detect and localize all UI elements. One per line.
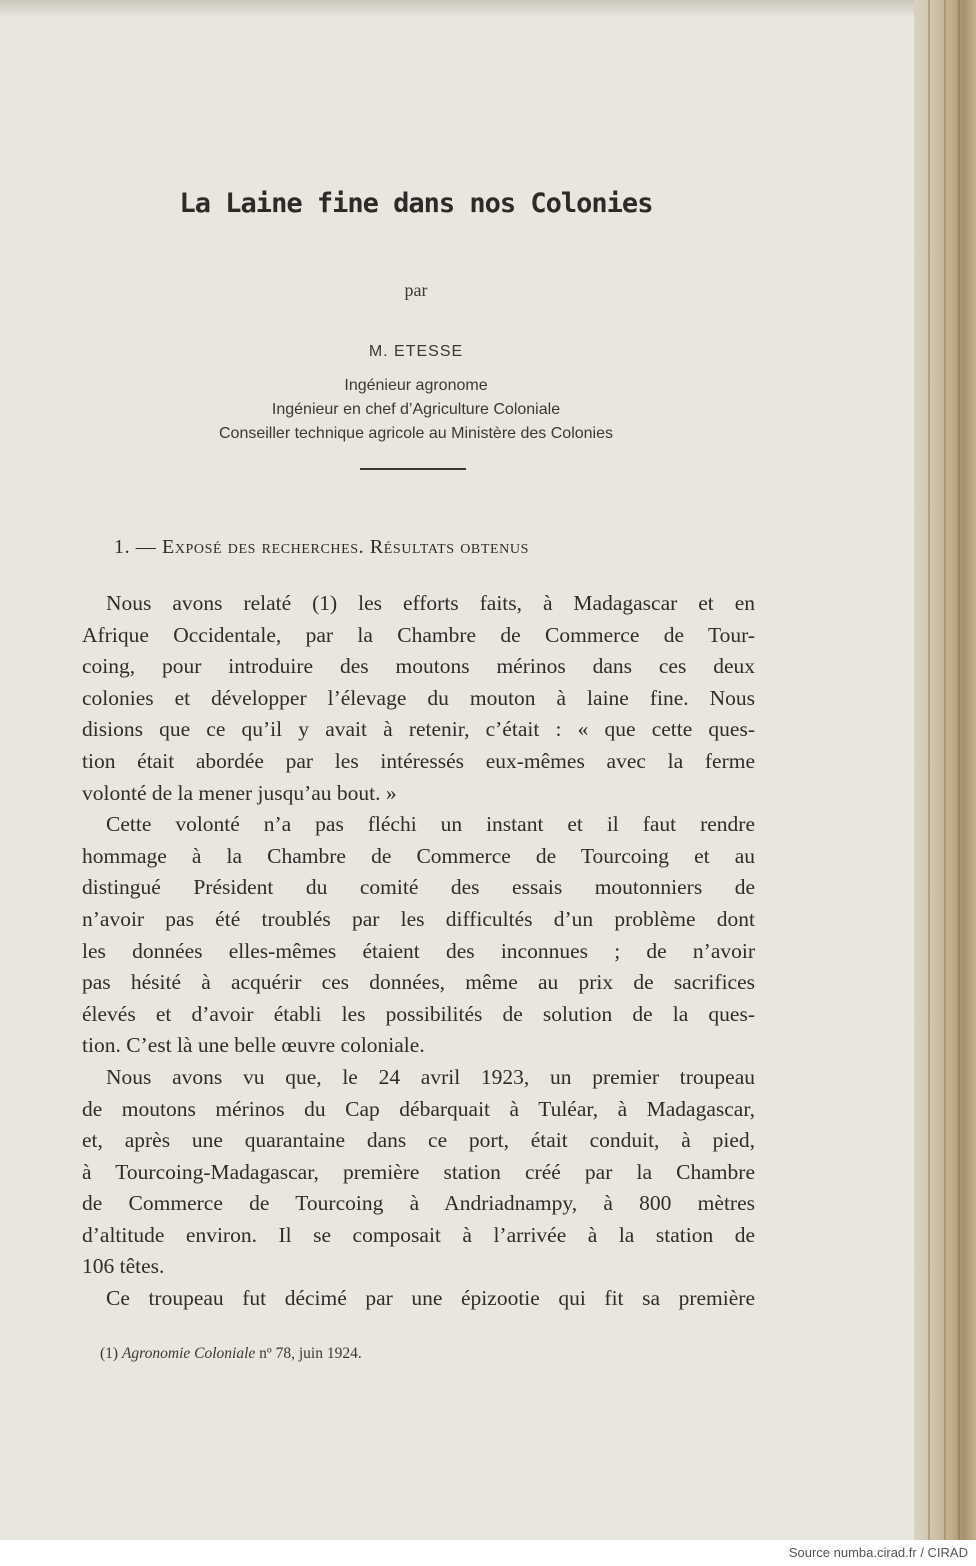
paragraph bbox=[82, 1062, 755, 1283]
section-number: 1. — bbox=[114, 536, 157, 558]
text-line: élevés et d’avoir établi les possibilités de solution de la ques- bbox=[82, 1001, 755, 1026]
text-line: Nous avons relaté (1) les efforts faits, à Madagascar et en bbox=[106, 591, 755, 615]
text-line: de Commerce de Tourcoing à Andriadnampy, à 800 mètres bbox=[82, 1191, 755, 1216]
footnote-marker: (1) bbox=[100, 1345, 119, 1362]
text-line: Afrique Occidentale, par la Chambre de Commerce de Tour- bbox=[82, 622, 755, 647]
page-edge-line bbox=[944, 0, 946, 1540]
text-line: hommage à la Chambre de Commerce de Tourcoing et au bbox=[82, 843, 755, 868]
credential-line: Conseiller technique agricole au Ministère des Colonies bbox=[219, 425, 613, 442]
author-name: M. ETESSE bbox=[368, 343, 464, 360]
text-line: colonies et développer l’élevage du mouton à laine fine. Nous bbox=[82, 685, 755, 710]
page-edge-line bbox=[928, 0, 930, 1540]
text-line: et, après une quarantaine dans ce port, était conduit, à pied, bbox=[82, 1128, 755, 1153]
text-line: de moutons mérinos du Cap débarquait à Tuléar, à Madagascar, bbox=[82, 1096, 755, 1121]
text-line: d’altitude environ. Il se composait à l’arrivée à la station de bbox=[82, 1222, 755, 1247]
footnote-issue: nº 78, juin 1924. bbox=[259, 1345, 362, 1362]
paragraph bbox=[82, 809, 755, 1062]
paragraph bbox=[82, 588, 755, 809]
text-line: disions que ce qu’il y avait à retenir, c’était : « que cette ques- bbox=[82, 717, 755, 742]
text-line: pas hésité à acquérir ces données, même au prix de sacrifices bbox=[82, 970, 755, 995]
author-credentials bbox=[80, 374, 752, 446]
text-line: 106 têtes. bbox=[82, 1254, 165, 1279]
text-line: les données elles-mêmes étaient des inconnues ; de n’avoir bbox=[82, 938, 755, 963]
byline-par: par bbox=[404, 280, 428, 300]
title-divider bbox=[360, 468, 466, 470]
text-line: Ce troupeau fut décimé par une épizootie qui fit sa première bbox=[106, 1286, 755, 1311]
text-line: tion était abordée par les intéressés eux-mêmes avec la ferme bbox=[82, 748, 755, 773]
section-heading bbox=[114, 536, 529, 559]
page-top-shadow bbox=[0, 0, 920, 18]
text-line: coing, pour introduire des moutons mérinos dans ces deux bbox=[82, 654, 755, 679]
paragraph bbox=[82, 1283, 755, 1315]
text-line: distingué Président du comité des essais moutonniers de bbox=[82, 875, 755, 900]
text-line: Nous avons vu que, le 24 avril 1923, un premier troupeau bbox=[106, 1064, 755, 1089]
text-line: tion. C’est là une belle œuvre coloniale. bbox=[82, 1033, 425, 1058]
footnote bbox=[100, 1345, 362, 1363]
text-line: Cette volonté n’a pas fléchi un instant et il faut rendre bbox=[106, 812, 755, 837]
article-title: La Laine fine dans nos Colonies bbox=[179, 188, 653, 219]
article-body bbox=[82, 588, 755, 1315]
credential-line: Ingénieur en chef d’Agriculture Coloniale bbox=[271, 401, 561, 418]
footnote-journal: Agronomie Coloniale bbox=[121, 1345, 256, 1362]
source-credit: Source numba.cirad.fr / CIRAD bbox=[788, 1545, 968, 1560]
text-line: à Tourcoing-Madagascar, première station créé par la Chambre bbox=[82, 1159, 755, 1184]
page-edge-line bbox=[958, 0, 960, 1540]
section-heading-text: Exposé des recherches. Résultats obtenus bbox=[162, 536, 529, 558]
text-line: volonté de la mener jusqu’au bout. » bbox=[82, 780, 397, 805]
text-line: n’avoir pas été troublés par les difficultés d’un problème dont bbox=[82, 906, 755, 931]
credential-line: Ingénieur agronome bbox=[344, 377, 488, 394]
page-edge-stack bbox=[914, 0, 976, 1540]
